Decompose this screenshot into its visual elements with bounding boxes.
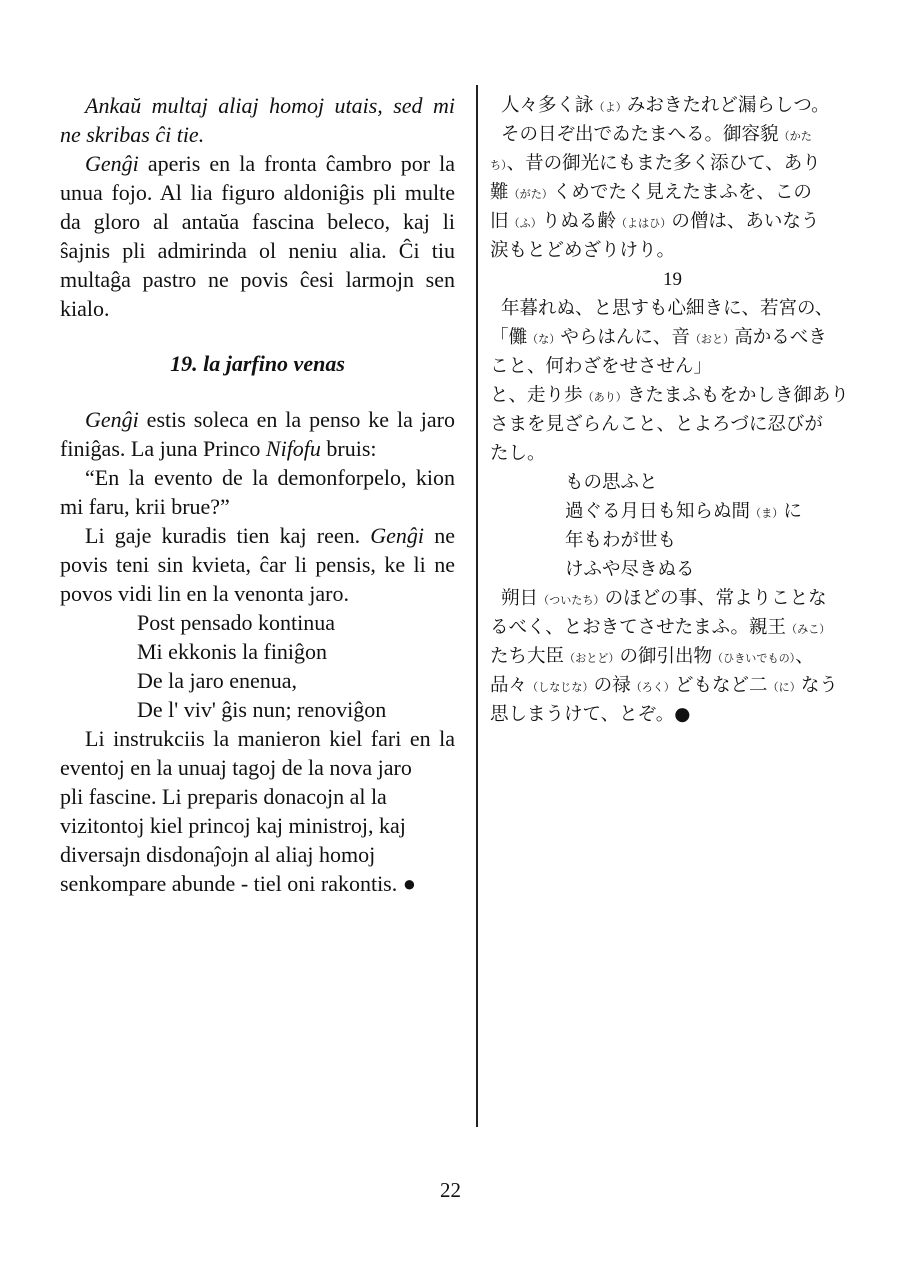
- text-segment: のほどの事、常よりことな: [604, 588, 827, 609]
- poem-stanza: [60, 608, 455, 724]
- text-segment: finiĝas. La juna Princo: [60, 436, 266, 461]
- text-line: [490, 381, 855, 410]
- text-segment: povis teni sin kvieta, ĉar li pensis, ke li ne: [60, 552, 455, 577]
- text-segment: ne: [424, 523, 455, 548]
- text-segment: pli fascine. Li preparis donacojn al la: [60, 784, 387, 809]
- furigana-reading: （よ）: [593, 101, 627, 114]
- japanese-column: [490, 91, 855, 729]
- text-segment: 「儺: [490, 327, 528, 348]
- furigana-reading: （よはひ）: [615, 217, 672, 230]
- text-segment: 朔日: [501, 588, 539, 609]
- column-divider: [476, 85, 478, 1127]
- text-segment: diversajn disdonaĵojn al aliaj homoj: [60, 842, 376, 867]
- text-line: [490, 91, 855, 120]
- text-segment: 品々: [490, 675, 528, 696]
- text-line: [60, 550, 455, 579]
- text-line: [490, 207, 855, 236]
- furigana-reading: （かた: [778, 130, 812, 143]
- name-nifofu: Nifofu: [265, 436, 321, 461]
- page-number: 22: [440, 1178, 461, 1202]
- paragraph: [60, 149, 455, 323]
- section-number: 19: [663, 269, 682, 290]
- text-segment: りぬる齢: [541, 211, 616, 232]
- text-line: [60, 434, 455, 463]
- furigana-reading: （に）: [767, 681, 801, 694]
- poem-line: [490, 468, 855, 497]
- text-segment: と、走り歩: [490, 385, 583, 406]
- paragraph: [60, 91, 455, 149]
- text-segment: の禄: [593, 675, 631, 696]
- text-segment: 年もわが世も: [565, 530, 677, 551]
- text-segment: 涙もとどめざりけり。: [490, 240, 676, 261]
- text-segment: るべく、とおきてさせたまふ。親王: [490, 617, 787, 638]
- furigana-reading: （な）: [527, 333, 561, 346]
- poem-line: De la jaro enenua,: [137, 668, 298, 693]
- poem-line: Mi ekkonis la finiĝon: [137, 639, 328, 664]
- text-segment: 難: [490, 182, 509, 203]
- text-segment: vizitontoj kiel princoj kaj ministroj, kaj: [60, 813, 406, 838]
- text-line: [60, 265, 455, 294]
- text-segment: もの思ふと: [565, 472, 658, 493]
- text-segment: の御引出物: [619, 646, 713, 667]
- paragraph: [490, 294, 855, 468]
- text-segment: “En la evento de la demonforpelo, kion: [85, 465, 455, 490]
- text-line: [60, 236, 455, 265]
- poem-line: De l' viv' ĝis nun; renoviĝon: [137, 697, 387, 722]
- text-segment: みおきたれど漏らしつ。: [626, 95, 830, 116]
- text-line: [490, 149, 855, 178]
- furigana-reading: （ま）: [750, 507, 784, 520]
- text-segment: estis soleca en la penso ke la jaro: [138, 407, 455, 432]
- poem-stanza: [490, 468, 855, 584]
- text-line: [490, 671, 855, 700]
- text-segment: たち大臣: [490, 646, 565, 667]
- text-segment: Li gaje kuradis tien kaj reen.: [85, 523, 371, 548]
- paragraph: [490, 91, 855, 120]
- name-genji: Genĝi: [85, 407, 139, 432]
- text-line: [490, 613, 855, 642]
- text-segment: eventoj en la unuaj tagoj de la nova jaro: [60, 755, 412, 780]
- text-line: [490, 120, 855, 149]
- text-line: [60, 405, 455, 434]
- furigana-reading: （がた）: [508, 188, 553, 201]
- text-segment: 思しまうけて、とぞ。●: [490, 704, 691, 725]
- poem-line: Post pensado kontinua: [137, 610, 335, 635]
- text-line: [490, 410, 855, 439]
- text-line: [60, 782, 455, 811]
- text-segment: Li instrukciis la manieron kiel fari en la: [85, 726, 455, 751]
- furigana-reading: （しなじな）: [527, 681, 594, 694]
- text-segment: たし。: [490, 443, 546, 464]
- text-segment: やらはんに、音: [560, 327, 690, 348]
- text-segment: multaĝa pastro ne povis ĉesi larmojn sen: [60, 267, 455, 292]
- text-segment: 、昔の御光にもまた多く添ひて、あり: [506, 153, 821, 174]
- furigana-reading: ち）: [490, 159, 507, 172]
- furigana-reading: （ついたち）: [538, 594, 605, 607]
- furigana-reading: （みこ）: [786, 623, 831, 636]
- text-segment: その日ぞ出でゐたまへる。御容貌: [501, 124, 779, 145]
- text-segment: Ankaŭ multaj aliaj homoj utais, sed mi: [85, 93, 455, 118]
- furigana-reading: （あり）: [582, 391, 627, 404]
- text-segment: ŝajnis pli admirinda ol neniu alia. Ĉi tiu: [60, 238, 455, 263]
- furigana-reading: （ろく）: [630, 681, 675, 694]
- text-segment: bruis:: [320, 436, 377, 461]
- text-line: [60, 463, 455, 492]
- text-line: [490, 236, 855, 265]
- text-line: [60, 869, 455, 898]
- furigana-reading: （おとど）: [564, 652, 620, 665]
- text-segment: くめでたく見えたまふを、この: [552, 182, 812, 203]
- text-line: [490, 178, 855, 207]
- esperanto-column: [60, 91, 455, 898]
- text-line: [490, 323, 855, 352]
- furigana-reading: （ふ）: [508, 217, 542, 230]
- paragraph: [60, 521, 455, 608]
- text-line: [60, 579, 455, 608]
- text-line: [60, 840, 455, 869]
- text-line: [490, 294, 855, 323]
- text-line: [60, 149, 455, 178]
- text-segment: に: [783, 501, 802, 522]
- paragraph: [490, 120, 855, 265]
- paragraph: [60, 405, 455, 463]
- text-line: [60, 207, 455, 236]
- paragraph: [60, 463, 455, 521]
- text-segment: 年暮れぬ、と思すも心細きに、若宮の、: [501, 298, 834, 319]
- text-line: [60, 753, 455, 782]
- text-segment: きたまふもをかしき御あり: [626, 385, 849, 406]
- text-line: [60, 91, 455, 120]
- text-line: [490, 642, 855, 671]
- text-line: [60, 724, 455, 753]
- text-segment: 、: [795, 646, 814, 667]
- poem-line: [490, 555, 855, 584]
- name-genji: Genĝi: [85, 151, 139, 176]
- text-segment: さまを見ざらんこと、とよろづに忍びが: [490, 414, 823, 435]
- text-segment: 高かるべき: [734, 327, 827, 348]
- text-segment: kialo.: [60, 296, 110, 321]
- text-line: [60, 811, 455, 840]
- name-genji: Genĝi: [370, 523, 425, 548]
- text-segment: なう: [800, 675, 838, 696]
- text-segment: の僧は、あいなう: [671, 211, 820, 232]
- text-segment: da gloro al antaŭa fascina beleco, kaj li: [60, 209, 455, 234]
- text-segment: aperis en la fronta ĉambro por la: [138, 151, 455, 176]
- text-line: [490, 584, 855, 613]
- text-segment: こと、何わざをせさせん」: [490, 356, 713, 377]
- text-segment: ne skribas ĉi tie.: [60, 122, 205, 147]
- text-segment: mi faru, krii brue?”: [60, 494, 230, 519]
- text-segment: 過ぐる月日も知らぬ間: [565, 501, 751, 522]
- text-line: [60, 294, 455, 323]
- text-line: [60, 492, 455, 521]
- paragraph: [490, 584, 855, 729]
- text-line: [60, 178, 455, 207]
- text-segment: povos vidi lin en la venonta jaro.: [60, 581, 349, 606]
- text-segment: どもなど二: [675, 675, 768, 696]
- text-line: [490, 700, 855, 729]
- text-line: [490, 439, 855, 468]
- text-segment: 人々多く詠: [501, 95, 594, 116]
- text-segment: けふや尽きぬる: [565, 559, 695, 580]
- text-line: [60, 120, 455, 149]
- paragraph: [60, 724, 455, 898]
- text-segment: senkompare abunde - tiel oni rakontis. ●: [60, 871, 417, 896]
- text-line: [60, 521, 455, 550]
- furigana-reading: （おと）: [689, 333, 735, 346]
- poem-line: [490, 526, 855, 555]
- text-segment: 旧: [490, 211, 509, 232]
- section-heading: 19. la jarfino venas: [170, 351, 345, 376]
- text-segment: unua fojo. Al lia figuro aldoniĝis pli multe: [60, 180, 455, 205]
- furigana-reading: （ひきいでもの）: [712, 652, 796, 665]
- text-line: [490, 352, 855, 381]
- poem-line: [490, 497, 855, 526]
